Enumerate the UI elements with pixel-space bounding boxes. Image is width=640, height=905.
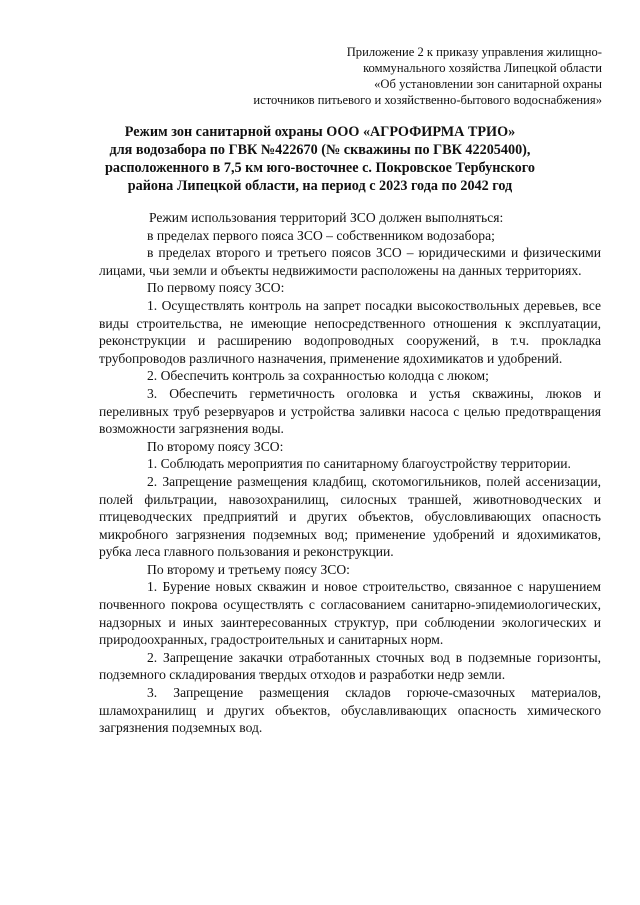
second-zone-item-1: 1. Соблюдать мероприятия по санитарному благоустройству территории. [147,456,571,472]
appendix-line: источников питьевого и хозяйственно-бытового водоснабжения» [253,93,602,107]
first-zone-item-3: 3. Обеспечить герметичность оголовка и устья скважины, люков и переливных труб резервуаров и устройства заливки насоса с целью предотвращения возможности загрязнения воды. [99,385,601,437]
second-third-zone-item-2: 2. Запрещение закачки отработанных сточных вод в подземные горизонты, подземного складирования твердых отходов и разработки недр земли. [99,649,601,683]
document-body [99,209,601,737]
section-heading-second-third-zone: По второму и третьему поясу ЗСО: [147,561,350,577]
appendix-line: Приложение 2 к приказу управления жилищно- [346,45,602,59]
appendix-header [182,44,602,108]
document-title [70,123,570,195]
appendix-line: коммунального хозяйства Липецкой области [363,61,602,75]
section-heading-second-zone: По второму поясу ЗСО: [147,438,284,454]
first-zone-item-2: 2. Обеспечить контроль за сохранностью колодца с люком; [147,368,489,384]
section-heading-first-zone: По первому поясу ЗСО: [147,280,285,296]
title-line: района Липецкой области, на период с 2023 года по 2042 год [127,178,513,194]
first-zone-item-1: 1. Осуществлять контроль на запрет посадки высокоствольных деревьев, все виды строительства, не имеющие непосредственного отношения к эксплуатации, реконструкции и расширению водопроводных сооружений, в т.ч. прокладка трубопроводов различного назначения, применение ядохимикатов и удобрений. [99,297,601,366]
appendix-line: «Об установлении зон санитарной охраны [374,77,602,91]
paragraph-first-zone-owner: в пределах первого пояса ЗСО – собственником водозабора; [147,227,495,243]
title-line: Режим зон санитарной охраны ООО «АГРОФИРМА ТРИО» [124,124,516,140]
title-line: для водозабора по ГВК №422670 (№ скважины по ГВК 42205400), [109,142,531,158]
paragraph-second-third-zone-persons: в пределах второго и третьего поясов ЗСО – юридическими и физическими лицами, чьи земли и объекты недвижимости расположены на данных территориях. [99,245,601,278]
second-third-zone-item-3: 3. Запрещение размещения складов горюче-смазочных материалов, шламохранилищ и других объектов, обуславливающих опасность химического загрязнения подземных вод. [99,685,601,736]
title-line: расположенного в 7,5 км юго-восточнее с. Покровское Тербунского [105,160,535,176]
second-third-zone-item-1: 1. Бурение новых скважин и новое строительство, связанное с нарушением почвенного покрова осуществлять с согласованием санитарно-эпидемиологических, надзорных и иных заинтересованных структур, при соблюдении экологических и природоохранных, градостроительных и санитарных норм. [99,579,601,648]
second-zone-item-2: 2. Запрещение размещения кладбищ, скотомогильников, полей ассенизации, полей фильтрации, навозохранилищ, силосных траншей, животноводческих и птицеводческих предприятий и других объектов, обусловливающих опасность микробного загрязнения подземных вод; применение удобрений и ядохимикатов, рубка леса главного пользования и реконструкции. [99,473,601,560]
paragraph-intro: Режим использования территорий ЗСО должен выполняться: [149,210,504,225]
